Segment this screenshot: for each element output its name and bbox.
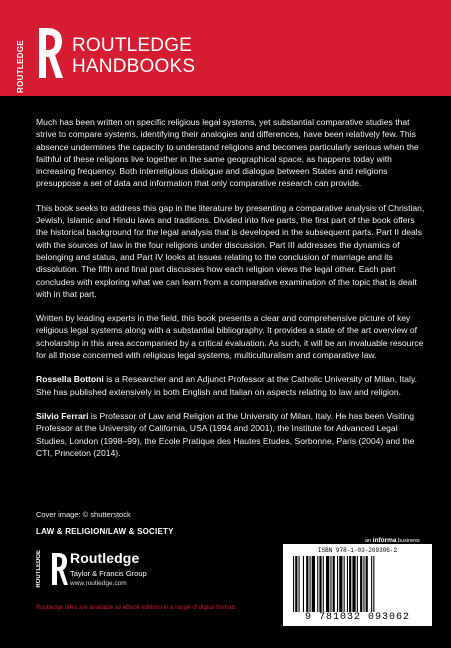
routledge-vertical-logo [16, 40, 34, 93]
series-brand [72, 35, 195, 77]
publisher-vertical-logo [36, 550, 50, 588]
barcode-bar [312, 556, 315, 612]
barcode-bar [344, 556, 345, 612]
barcode-bar [323, 556, 324, 612]
paragraph-summary: Written by leading experts in the field, this book presents a clear and comprehensive picture of key religious legal systems along with a substantial bibliography. It provides a state of the art overview of scholarship in this area accompanied by a critical evaluation. As such, it will be an invaluable resource for all those concerned with religious legal systems, multiculturalism and comparative law. [36, 313, 424, 361]
brand-line-2: HANDBOOKS [72, 56, 196, 77]
barcode-bars [289, 556, 426, 612]
informa-tag [365, 537, 420, 544]
publisher-vertical-text: ROUTLEDGE [36, 550, 42, 588]
barcode-bar [299, 556, 300, 612]
paragraph-structure: This book seeks to address this gap in the literature by presenting a comparative analysis of Christian, Jewish, Islamic and Hindu laws and traditions. Divided into five parts, the first part of the book offers the historical background for the legal analysis that is developed in the subsequent parts. Part II deals with the sources of law in the four religions under discussion. Part III addresses the dynamics of belonging and status, and Part IV looks at issues relating to the conclusion of marriage and its dissolution. The fifth and final part discusses how each religion views the legal other. Each part concludes with exploring what we can learn from a comparative examination of the topic that is dealt with in that part. [36, 202, 425, 299]
barcode-bar [317, 556, 318, 612]
isbn-text: ISBN 978-1-03-209306-2 [317, 547, 398, 554]
subject-category: LAW & RELIGION/LAW & SOCIETY [36, 527, 174, 536]
back-cover-text [36, 116, 428, 471]
barcode-bar [295, 556, 297, 612]
barcode-bar [303, 556, 304, 612]
author-name-2: Silvio Ferrari [36, 410, 89, 421]
cover-credit: Cover image: © shutterstock [36, 510, 131, 519]
header-banner [0, 0, 451, 96]
routledge-logo-icon [35, 24, 63, 82]
barcode-bar [357, 556, 358, 612]
barcode-bar [366, 556, 368, 612]
barcode-bar [330, 556, 331, 612]
barcode-bar [352, 556, 355, 612]
ebook-note: Routledge titles are available as eBook editions in a range of digital formats [36, 605, 237, 611]
brand-line-1: ROUTLEDGE [72, 35, 193, 56]
barcode-bar [293, 556, 294, 612]
logo-vertical-text: ROUTLEDGE [16, 40, 25, 93]
barcode-bar [347, 556, 348, 612]
author-bio-2 [36, 410, 428, 459]
author-name-1: Rossella Bottoni [36, 374, 104, 385]
author-bio-1 [36, 373, 428, 398]
barcode-bar [371, 556, 372, 612]
barcode [283, 544, 432, 626]
publisher-url: www.routledge.com [70, 580, 127, 587]
barcode-bar [319, 556, 321, 612]
barcode-bar [363, 556, 364, 612]
barcode-bar [310, 556, 311, 612]
barcode-bar [360, 556, 362, 612]
publisher-logo-icon [50, 550, 68, 588]
informa-name: informa [372, 537, 397, 544]
barcode-bar [333, 556, 335, 612]
publisher-name: Routledge [70, 550, 140, 566]
informa-prefix: an [365, 538, 373, 544]
author-text-2: is Professor of Law and Religion at the University of Milan, Italy. He has been Visiting Professor at the University of California, USA (1994 and 2001), the Institute for Advanced Legal Studies, London (1998–99), the Ecole Pratique des Hautes Etudes, Sorbonne, Paris (2004) and the CTI, Princeton (2014). [36, 410, 415, 458]
paragraph-intro: Much has been written on specific religious legal systems, yet substantial comparative studies that strive to compare systems, identifying their analogies and differences, have been relatively few. This absence undermines the capacity to understand religions and becomes particularly serious when the faithful of these religions live together in the same geographical space, as happens today with increasing frequency. Both interreligious dialogue and dialogue between States and religions presuppose a set of data and information that only comparative research can provide. [36, 117, 419, 189]
barcode-bar [326, 556, 329, 612]
publisher-group: Taylor & Francis Group [70, 569, 147, 578]
barcode-digits: 9 781032 093062 [304, 612, 410, 623]
barcode-bar [337, 556, 338, 612]
barcode-bar [373, 556, 374, 612]
barcode-bar [349, 556, 351, 612]
informa-suffix: business [396, 538, 420, 544]
barcode-bar [339, 556, 342, 612]
barcode-bar [306, 556, 308, 612]
author-text-1: is a Researcher and an Adjunct Professor at the Catholic University of Milan, Italy. She has published extensively in both English and Italian on aspects relating to law and religion. [36, 374, 417, 397]
